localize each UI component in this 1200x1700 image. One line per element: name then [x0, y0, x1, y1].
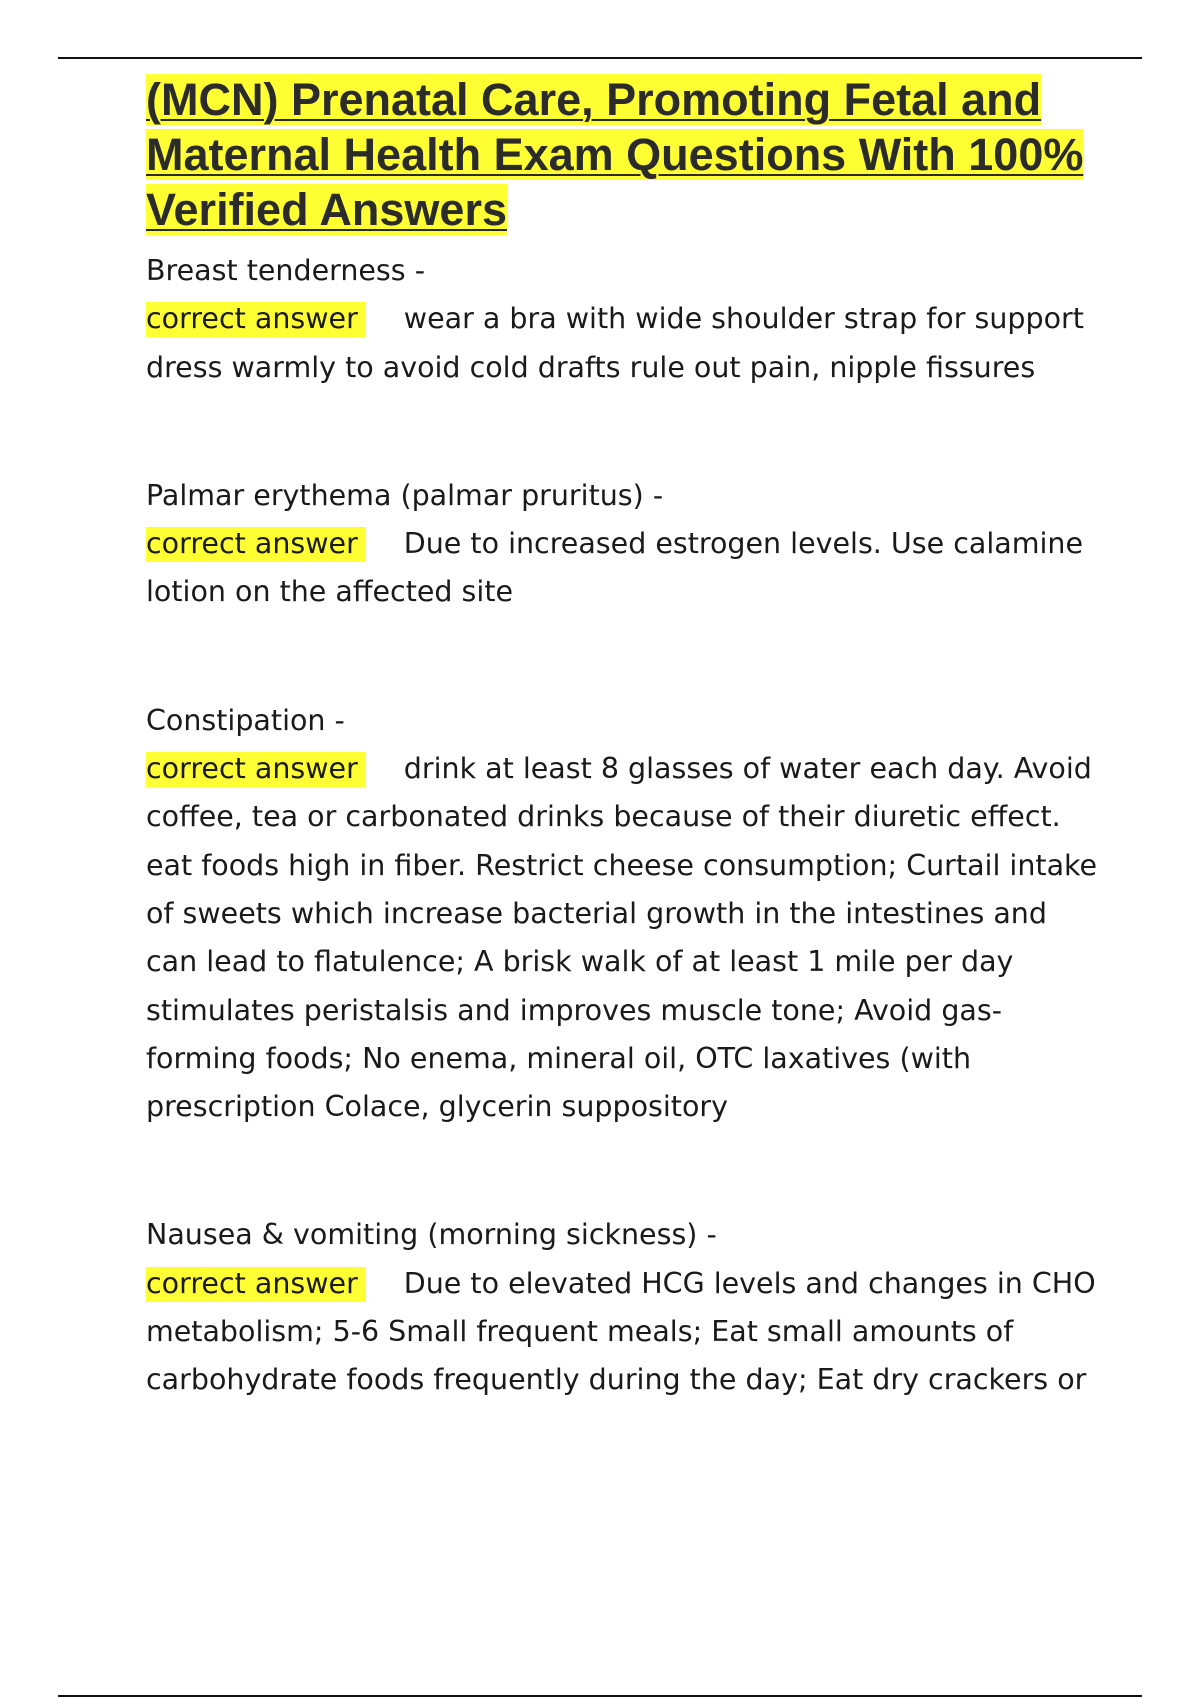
qa-item-palmar-erythema — [146, 472, 1106, 617]
document-title — [146, 72, 1106, 237]
question-text: Nausea & vomiting (morning sickness) - — [146, 1218, 717, 1252]
answer-text: wear a bra with wide shoulder strap for support dress warmly to avoid cold drafts rule out pain, nipple fissures — [146, 302, 1084, 384]
answer-text: drink at least 8 glasses of water each day. Avoid coffee, tea or carbonated drinks because of their diuretic effect. eat foods high in fiber. Restrict cheese consumption; Curtail intake of sweets which increase bacterial growth in the intestines and can lead to flatulence; A brisk walk of at least 1 mile per day stimulates peristalsis and improves muscle tone; Avoid gas-forming foods; No enema, mineral oil, OTC laxatives (with prescription Colace, glycerin suppository — [146, 752, 1098, 1124]
qa-item-constipation — [146, 697, 1106, 1132]
answer-label: correct answer — [146, 527, 366, 562]
answer-text: Due to increased estrogen levels. Use calamine lotion on the affected site — [146, 527, 1084, 609]
bottom-rule — [58, 1695, 1142, 1697]
answer-label: correct answer — [146, 302, 366, 337]
qa-item-nausea-vomiting — [146, 1211, 1106, 1404]
document-page — [146, 72, 1106, 1405]
answer-label: correct answer — [146, 1267, 366, 1302]
question-text: Constipation - — [146, 703, 345, 737]
qa-item-breast-tenderness — [146, 247, 1106, 392]
question-text: Breast tenderness - — [146, 254, 425, 287]
answer-label: correct answer — [146, 752, 366, 787]
question-text: Palmar erythema (palmar pruritus) - — [146, 478, 664, 512]
top-rule — [58, 57, 1142, 59]
answer-text: Due to elevated HCG levels and changes in CHO metabolism; 5-6 Small frequent meals; Eat small amounts of carbohydrate foods frequently during the day; Eat dry crackers or — [146, 1266, 1096, 1397]
title-text: (MCN) Prenatal Care, Promoting Fetal and Maternal Health Exam Questions With 100% Verified Answers — [146, 74, 1084, 235]
